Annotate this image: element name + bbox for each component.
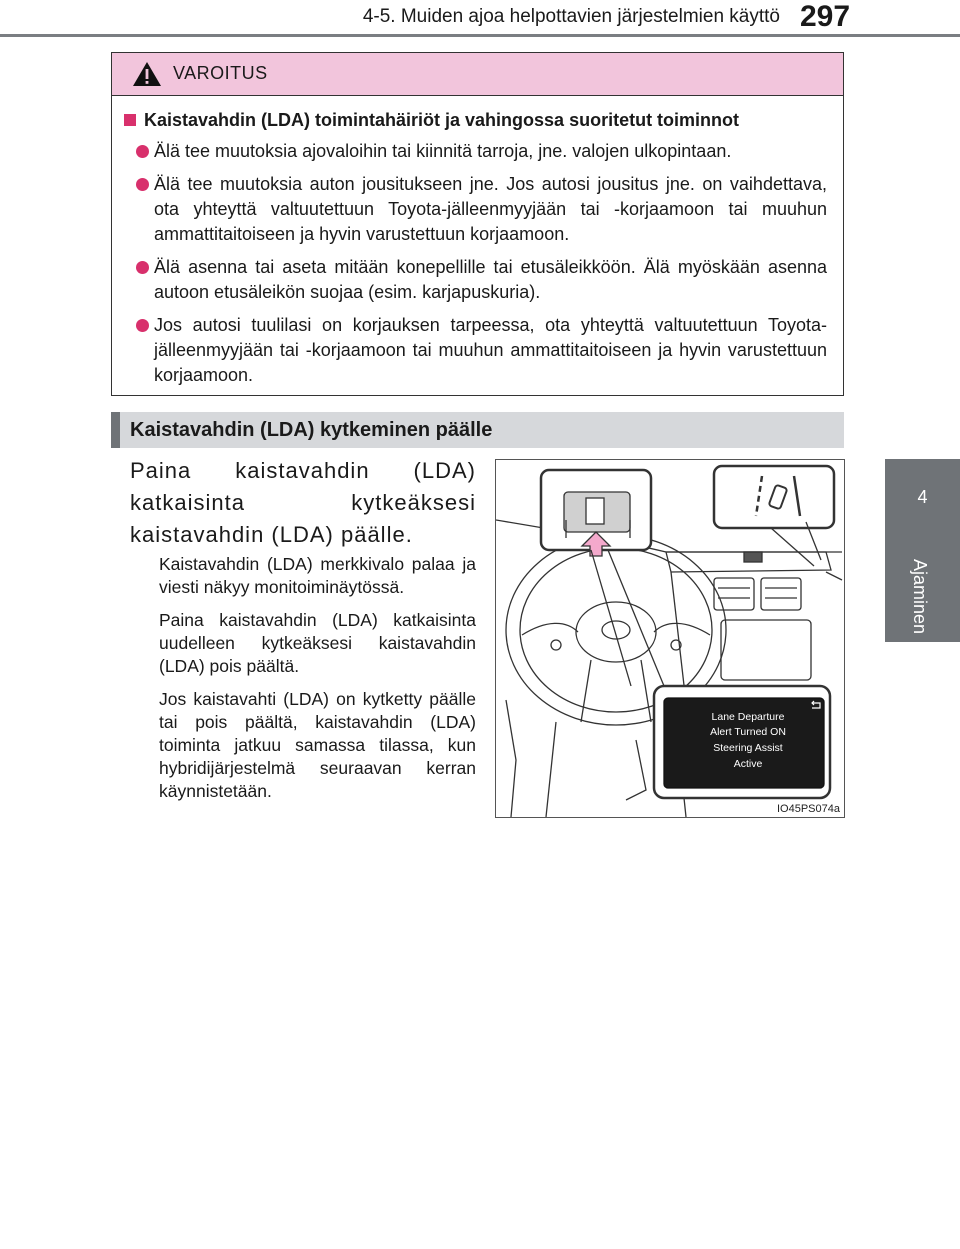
warning-bullet [124,313,831,388]
warning-triangle-icon [132,61,162,87]
warning-subheading-text: Kaistavahdin (LDA) toimintahäiriöt ja vahingossa suoritetut toiminnot [144,110,740,130]
display-message-line: Alert Turned ON [710,726,786,738]
warning-bullet-text: Jos autosi tuulilasi on korjauksen tarpeessa, ota yhteyttä valtuutettuun Toyota-jälleenmyyjään tai -korjaamoon tai muuhun ammattitaitoiseen ja hyvin varustettuun korjaamoon. [154,315,827,385]
instruction-text: Paina kaistavahdin (LDA) katkaisinta kytkeäksesi kaistavahdin (LDA) päälle. [130,458,476,547]
bullet-dot-icon [136,145,149,158]
chapter-label: Ajaminen [910,559,930,635]
running-header: 4-5. Muiden ajoa helpottavien järjestelmien käyttö [362,6,780,27]
bullet-dot-icon [136,319,149,332]
square-bullet-icon [124,114,136,126]
notes [159,553,476,813]
section-accent [111,412,120,448]
warning-bullet-text: Älä tee muutoksia ajovaloihin tai kiinnitä tarroja, jne. valojen ulkopintaan. [154,141,732,161]
display-message-line: Lane Departure [711,711,785,723]
header-rule [0,34,960,37]
warning-bullet-text: Älä tee muutoksia auton jousitukseen jne. Jos autosi jousitus jne. on vaihdettava, ota yhteyttä valtuutettuun Toyota-jälleenmyyjään tai -korjaamoon tai muuhun ammattitaitoiseen ja hyvin varustettuun korjaamoon. [154,174,827,244]
note: Paina kaistavahdin (LDA) katkaisinta uudelleen kytkeäksesi kaistavahdin (LDA) pois päältä. [159,610,476,676]
display-message-line: Active [733,758,763,770]
warning-bullet [124,139,831,164]
warning-bullet [124,172,831,247]
warning-bullet-text: Älä asenna tai aseta mitään konepellille tai etusäleikköön. Älä myöskään asenna autoon etusäleikön suojaa (esim. karjapuskuria). [154,257,827,302]
note: Jos kaistavahti (LDA) on kytketty päälle tai pois päältä, kaistavahdin (LDA) toiminta jatkuu samassa tilassa, kun hybridijärjestelmä seuraavan kerran käynnistetään. [159,689,476,801]
display-message-line: Steering Assist [713,742,783,754]
chapter-number: 4 [917,487,928,507]
warning-header [112,53,843,96]
chapter-tab[interactable] [885,459,960,642]
note: Kaistavahdin (LDA) merkkivalo palaa ja viesti näkyy monitoiminäytössä. [159,554,476,597]
bullet-dot-icon [136,178,149,191]
page-number: 297 [800,0,851,33]
warning-title: VAROITUS [173,63,268,83]
section-title: Kaistavahdin (LDA) kytkeminen päälle [130,419,493,441]
section-heading [111,412,844,448]
warning-box [111,52,844,396]
figure-label: IO45PS074a [777,803,840,815]
warning-body [112,96,843,388]
warning-subheading [124,110,831,131]
bullet-dot-icon [136,261,149,274]
warning-bullet [124,255,831,305]
